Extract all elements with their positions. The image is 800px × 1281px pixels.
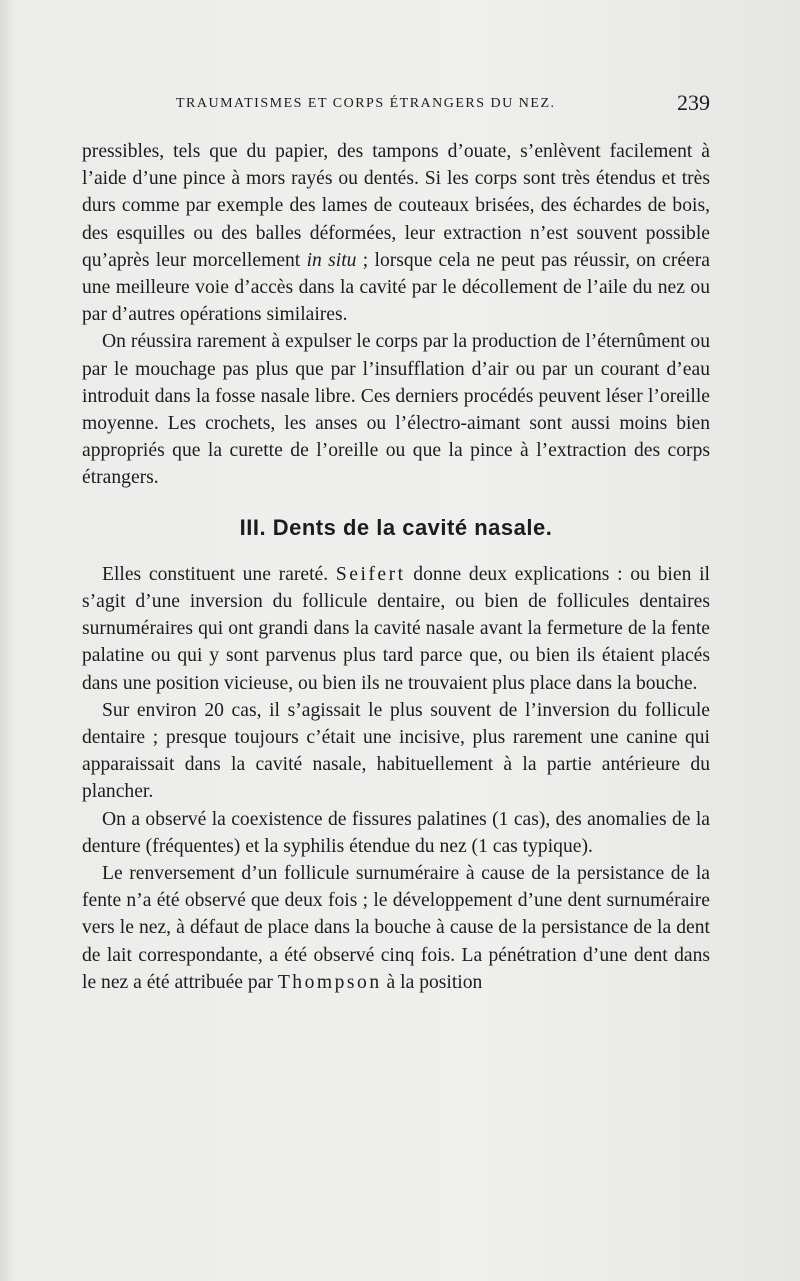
paragraph-4: Sur environ 20 cas, il s’agissait le plus souvent de l’inversion du follicule dentaire ; presque toujours c’était une incisive, plus rarement une canine qui apparaissait dans la cavité nasale, habituellement à la partie antérieure du plancher. bbox=[82, 699, 710, 803]
page-header bbox=[176, 90, 710, 115]
paragraph-3: Elles constituent une rareté. Seifert donne deux explications : ou bien il s’agit d’une inversion du follicule dentaire, ou bien de follicules dentaires surnuméraires qui ont grandi dans la cavité nasale avant la fermeture de la fente palatine ou qui y sont parvenus plus tard parce que, ou bien ils étaient placés dans une position vicieuse, ou bien ils ne trouvaient plus place dans la bouche. bbox=[82, 563, 710, 694]
body-text bbox=[82, 138, 710, 996]
author-name: Thompson bbox=[277, 971, 382, 993]
author-name: Seifert bbox=[335, 563, 406, 585]
paragraph-5: On a observé la coexistence de fissures palatines (1 cas), des anomalies de la denture (fréquentes) et la syphilis étendue du nez (1 cas typique). bbox=[82, 808, 710, 857]
page-number: 239 bbox=[677, 90, 710, 115]
paragraph-6: Le renversement d’un follicule surnuméraire à cause de la persistance de la fente n’a été observé que deux fois ; le développement d’une dent surnuméraire vers le nez, à défaut de place dans la bouche à cause de la persistance de la dent de lait correspondante, a été observé cinq fois. La pénétration d’une dent dans le nez a été attribuée par Thompson à la position bbox=[82, 863, 710, 993]
paragraph-2: On réussira rarement à expulser le corps par la production de l’éternûment ou par le mouchage pas plus que par l’insufflation d’air ou par un courant d’eau introduit dans la fosse nasale libre. Ces derniers procédés peuvent léser l’oreille moyenne. Les crochets, les anses ou l’électro-aimant sont aussi moins bien appropriés que la curette de l’oreille ou que la pince à l’extraction des corps étrangers. bbox=[82, 331, 710, 489]
section-heading: III. Dents de la cavité nasale. bbox=[239, 514, 553, 540]
italic-term: in situ bbox=[306, 249, 357, 271]
paragraph-1: pressibles, tels que du papier, des tampons d’ouate, s’enlèvent facilement à l’aide d’une pince à mors rayés ou dentés. Si les corps sont très étendus et très durs comme par exemple des lames de couteaux brisées, des échardes de bois, des esquilles ou des balles déformées, leur extraction n’est souvent possible qu’après leur morcellement in situ ; lorsque cela ne peut pas réussir, on créera une meilleure voie d’accès dans la cavité par le décollement de l’aile du nez ou par d’autres opérations similaires. bbox=[82, 141, 710, 326]
running-title: TRAUMATISMES ET CORPS ÉTRANGERS DU NEZ. bbox=[176, 96, 556, 111]
